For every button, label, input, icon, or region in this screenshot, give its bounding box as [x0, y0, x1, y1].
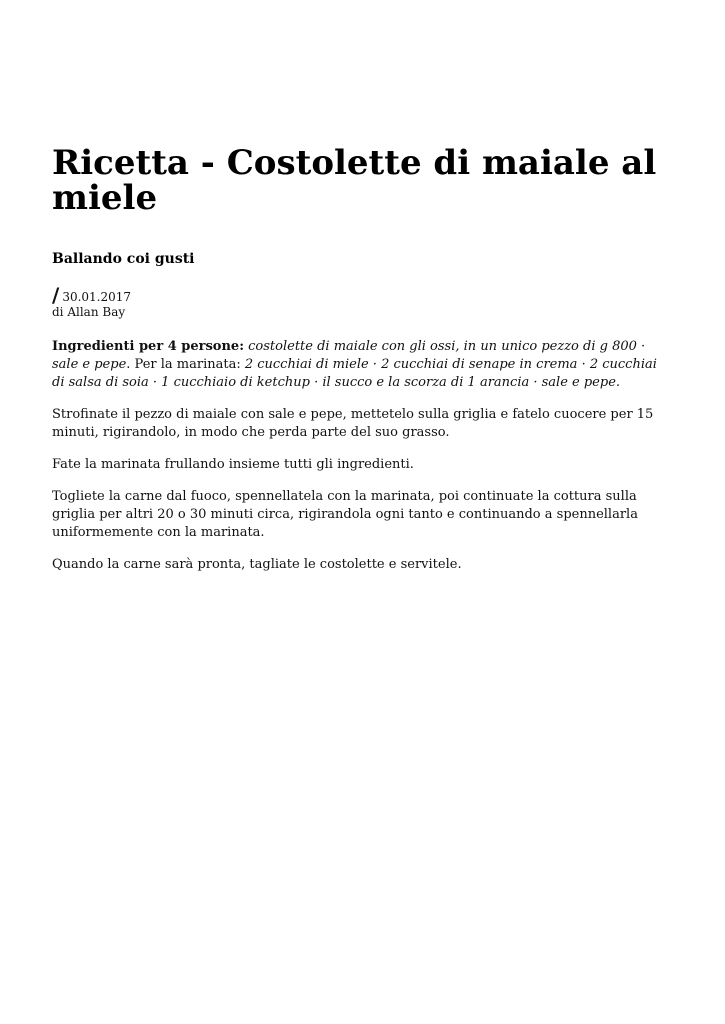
marinade-label: Per la marinata:: [130, 357, 245, 372]
ingredients-period: .: [126, 357, 131, 372]
ingredients-main-items: costolette di maiale con gli ossi, in un unico pezzo di g 800 · sale e pepe: [52, 339, 646, 372]
step-paragraph: Strofinate il pezzo di maiale con sale e pepe, mettetelo sulla griglia e fatelo cuocere per 15 minuti, rigirandolo, in modo che perda parte del suo grasso.: [52, 407, 654, 440]
article-date: 30.01.2017: [62, 290, 132, 304]
step-paragraph: Togliete la carne dal fuoco, spennellatela con la marinata, poi continuate la cottura sulla griglia per altri 20 o 30 minuti circa, rigirandola ogni tanto e continuando a spennellarla uniformemente con la marinata.: [52, 489, 638, 540]
date-line: [52, 283, 132, 307]
slash-separator: /: [52, 283, 60, 307]
article-body: [52, 338, 672, 588]
step-paragraph: Quando la carne sarà pronta, tagliate le costolette e servitele.: [52, 557, 462, 572]
marinade-items: 2 cucchiai di miele · 2 cucchiai di senape in crema · 2 cucchiai di salsa di soia · 1 cucchiaio di ketchup · il succo e la scorza di 1 arancia · sale e pepe.: [52, 357, 657, 390]
ingredients-label: Ingredienti per 4 persone:: [52, 339, 244, 354]
article-author: di Allan Bay: [52, 305, 126, 319]
step-paragraph: Fate la marinata frullando insieme tutti gli ingredienti.: [52, 457, 414, 472]
ingredients-paragraph: [52, 338, 672, 392]
article-title: Ricetta - Costolette di maiale al miele: [52, 143, 657, 218]
section-name: Ballando coi gusti: [52, 251, 195, 267]
article-meta: [52, 283, 132, 320]
